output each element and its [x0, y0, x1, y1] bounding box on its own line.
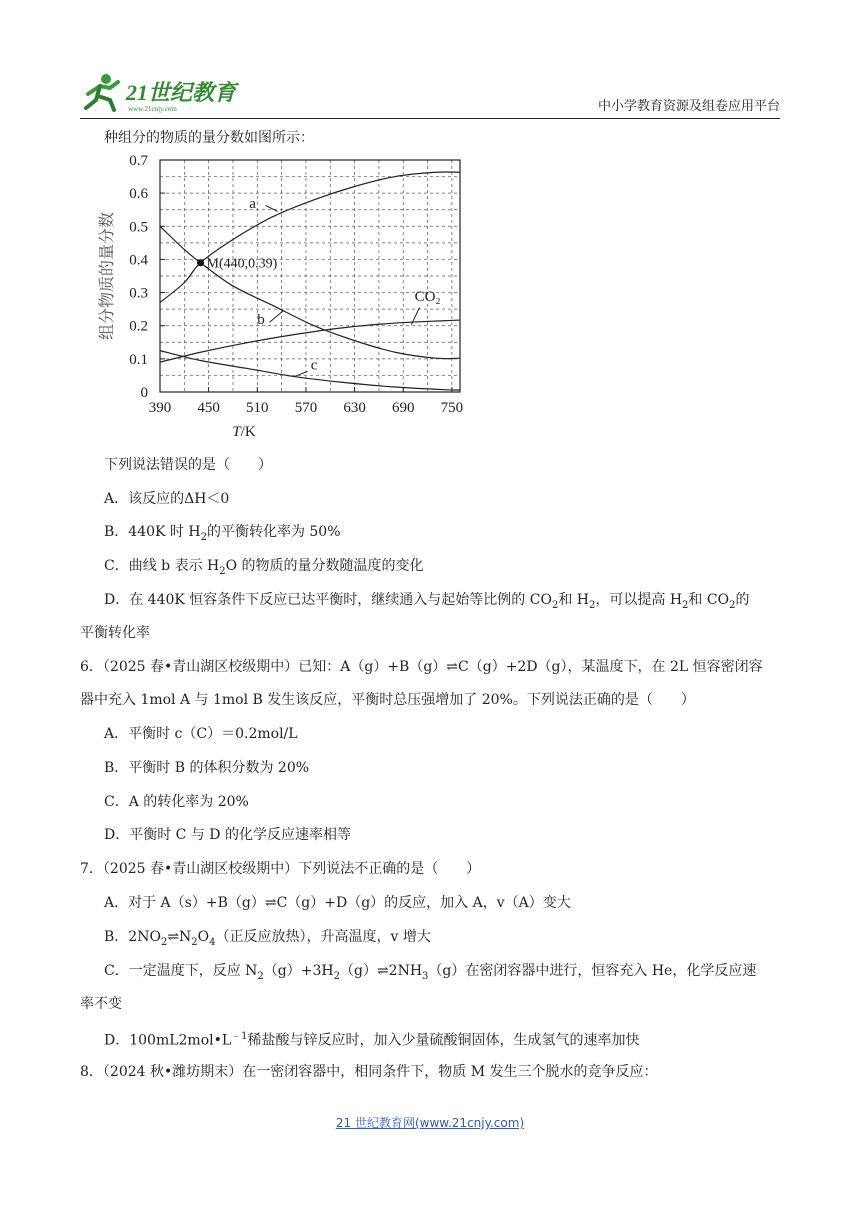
q5-option-c: C．曲线 b 表示 $H_2O$ 的物质的量分数随温度的变化 [104, 558, 424, 577]
curve-label-0: a [249, 196, 256, 213]
q6-option-c: C．A 的转化率为 20% [104, 794, 249, 810]
x-tick-label: 390 [148, 400, 172, 416]
y-tick-label: 0.2 [129, 318, 148, 335]
q6-option-d: D．平衡时 C 与 D 的化学反应速率相等 [104, 827, 351, 843]
q6-stem-line2: 器中充入 1mol A 与 1mol B 发生该反应，平衡时总压强增加了 20%。下列说法正确的是（ ） [80, 692, 695, 708]
q5-stem: 下列说法错误的是（ ） [104, 457, 272, 473]
platform-title: 中小学教育资源及组卷应用平台 [597, 99, 780, 114]
runner-icon [86, 74, 118, 110]
x-tick-label: 570 [294, 400, 318, 416]
point-m-marker [197, 259, 204, 266]
x-tick-label: 510 [246, 400, 269, 416]
x-tick-label: 450 [197, 400, 220, 416]
point-m-label: M(440,0.39) [206, 256, 278, 272]
q7-option-b: B．$2NO_2\rightleftharpoons N_2O_4$（正反应放热），升高温度，v 增大 [104, 929, 431, 948]
x-axis-label: T/K [232, 424, 256, 440]
q5-option-a: A．该反应的ΔH＜0 [104, 491, 230, 507]
curve-leader-0 [265, 205, 277, 211]
site-logo [80, 70, 250, 114]
mole-fraction-chart [92, 150, 472, 450]
footer-link[interactable]: 21 世纪教育网(www.21cnjy.com) [335, 1116, 525, 1130]
x-tick-label: 750 [440, 400, 464, 416]
logo-url: www.21cnjy.com [128, 105, 177, 113]
curve-label-2: CO₂ [414, 288, 441, 305]
x-tick-label: 690 [391, 400, 415, 416]
curve-label-3: c [310, 357, 318, 374]
page-footer [0, 1114, 860, 1131]
q6-stem-line1: 6．（2025 春•青山湖区校级期中）已知：A（g）+B（g）⇌C（g）+2D（g），某温度下，在 2L 恒容密闭容 [80, 659, 763, 675]
series-line-0 [160, 172, 460, 303]
q7-option-a: A．对于 A（s）+B（g）⇌C（g）+D（g）的反应，加入 A，v（A）变大 [104, 895, 571, 911]
y-tick-label: 0.5 [129, 219, 148, 236]
q7-option-c: C．一定温度下，反应 $N_2(g)+3H_2(g)\rightleftharpoons 2NH_3(g)$在密闭容器中进行，恒容充入 He，化学反应速 [104, 963, 757, 982]
x-tick-label: 630 [343, 400, 366, 416]
y-axis-label: 组分物质的量分数 [99, 211, 116, 341]
q5-option-b: B．440K 时 $H_2$的平衡转化率为 50% [104, 524, 341, 543]
page-header [80, 70, 780, 119]
y-tick-label: 0 [140, 385, 148, 401]
curve-leader-1 [269, 311, 283, 323]
q5-option-d-cont: 平衡转化率 [80, 625, 150, 641]
y-tick-label: 0.7 [129, 153, 148, 169]
y-tick-label: 0.3 [129, 285, 148, 302]
intro-text: 种组分的物质的量分数如图所示： [104, 130, 314, 146]
y-tick-label: 0.6 [129, 186, 148, 203]
logo-text: 21世纪教育 [126, 80, 237, 105]
q7-stem: 7．（2025 春•青山湖区校级期中）下列说法不正确的是（ ） [80, 861, 481, 877]
q6-option-b: B．平衡时 B 的体积分数为 20% [104, 760, 310, 776]
q5-option-d: D．在 440K 恒容条件下反应已达平衡时，继续通入与起始等比例的 $CO_2$和 $H_2$，可以提高 $H_2$和 $CO_2$的 [104, 592, 750, 611]
y-tick-label: 0.1 [129, 351, 148, 368]
q8-stem: 8．（2024 秋•潍坊期末）在一密闭容器中，相同条件下，物质 M 发生三个脱水的竞争反应： [80, 1064, 658, 1080]
curve-label-1: b [257, 312, 265, 329]
y-tick-label: 0.4 [129, 252, 148, 269]
q7-option-d: D．$100mL2mol•L^{﹣1}$稀盐酸与锌反应时，加入少量硫酸铜固体，生成氢气的速率加快 [104, 1031, 640, 1049]
q7-option-c-cont: 率不变 [80, 996, 122, 1012]
q6-option-a: A．平衡时 c（C）＝0.2mol/L [104, 726, 298, 742]
